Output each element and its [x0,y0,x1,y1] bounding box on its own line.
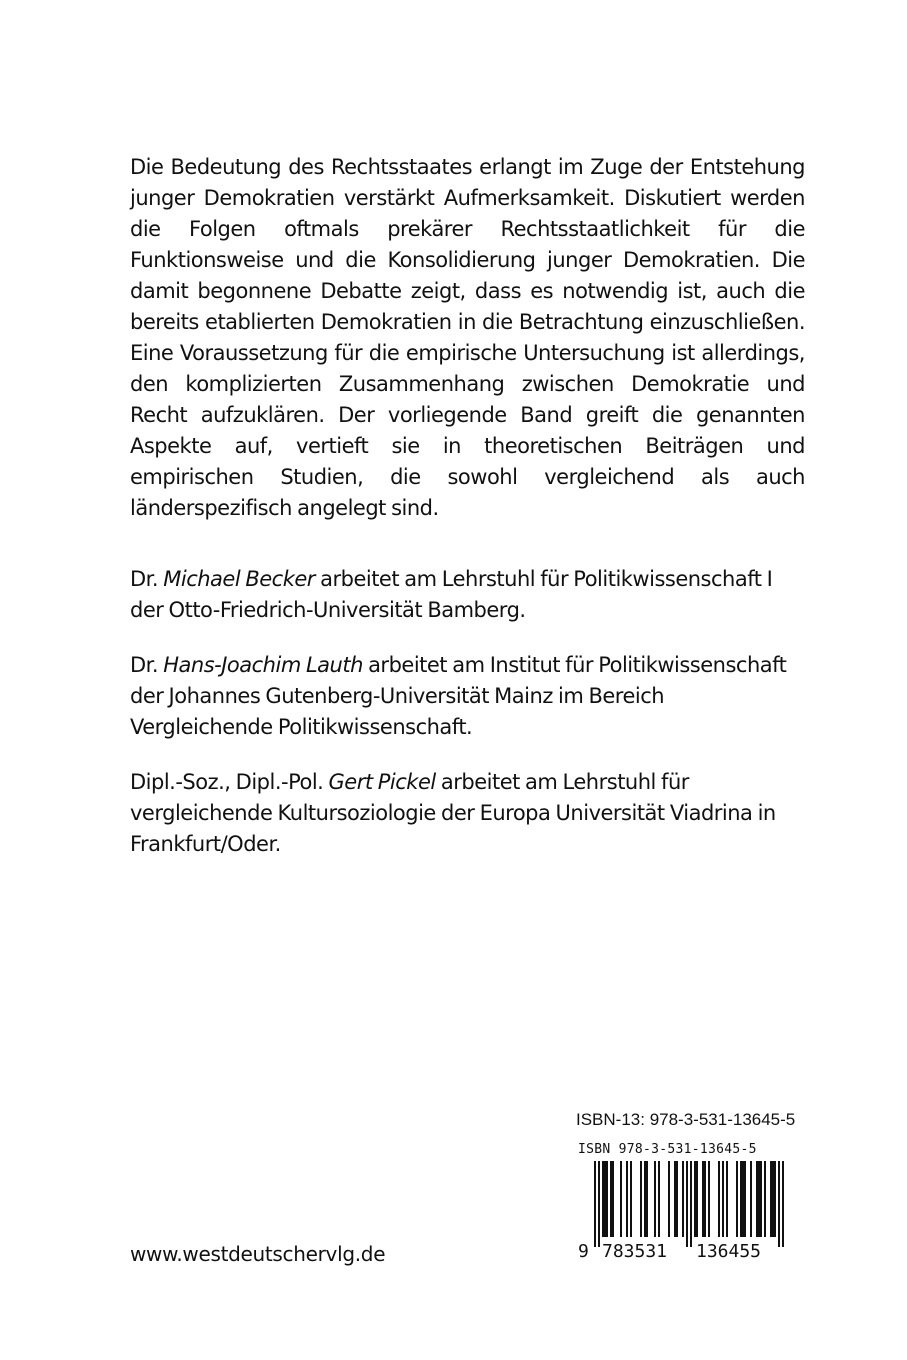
barcode-bar [756,1161,758,1237]
barcode-bar [764,1161,766,1237]
barcode-bar [682,1161,684,1237]
author-bio-pickel [130,767,805,860]
barcode-bar [658,1161,660,1237]
barcode-bar [668,1161,670,1237]
barcode-bar [758,1161,760,1237]
barcode-bar [620,1161,622,1237]
isbn-13-label: ISBN-13: 978-3-531-13645-5 [576,1110,796,1129]
author-title: Dipl.-Soz., Dipl.-Pol. [130,770,329,794]
barcode-bar [606,1161,608,1237]
barcode-bar [690,1161,692,1247]
barcode-bar [736,1161,738,1237]
barcode-bar [708,1161,710,1237]
barcode-bar [778,1161,780,1247]
publisher-url: www.westdeutschervlg.de [130,1242,386,1266]
barcode-bar [770,1161,772,1237]
author-name: Michael Becker [163,567,315,591]
barcode-digits-right: 136455 [696,1241,762,1262]
barcode-bar [726,1161,728,1237]
barcode-bar [774,1161,776,1237]
barcode-digit-first: 9 [578,1241,589,1262]
author-name: Gert Pickel [328,770,436,794]
author-affiliation: arbeitet am Institut für Politikwissenschaft der Johannes Gutenberg-Universität Mainz im Bereich Vergleichende Politikwissenschaft. [130,653,787,739]
barcode-bar [626,1161,628,1237]
barcode-bar [594,1161,596,1247]
barcode-bar [782,1161,784,1247]
barcode-bar [612,1161,614,1237]
barcode-bar [602,1161,604,1237]
barcode-bar [654,1161,656,1237]
author-bio-lauth [130,650,805,743]
barcode-bar [704,1161,706,1237]
barcode-bar [696,1161,698,1237]
author-bio-becker [130,564,805,626]
isbn-barcode [572,1142,812,1272]
barcode-bar [760,1161,762,1237]
book-description: Die Bedeutung des Rechtsstaates erlangt im Zuge der Entstehung junger Demokratien verstärkt Aufmerksamkeit. Diskutiert werden die Folgen oftmals prekärer Rechtsstaatlichkeit für die Funktionsweise und die Konsolidierung junger Demokratien. Die damit begonnene Debatte zeigt, dass es notwendig ist, auch die bereits etablierten Demokratien in die Betrachtung einzuschließen. Eine Voraussetzung für die empirische Untersuchung ist allerdings, den komplizierten Zusammenhang zwischen Demokratie und Recht aufzuklären. Der vorliegende Band greift die genannten Aspekte auf, vertieft sie in theoretischen Beiträgen und empirischen Studien, die sowohl vergleichend als auch länderspezifisch angelegt sind. [130,155,805,520]
barcode-bar [598,1161,600,1247]
barcode-bar [702,1161,704,1237]
barcode-bars [572,1159,812,1269]
author-affiliation: arbeitet am Lehrstuhl für vergleichende Kultursoziologie der Europa Universität Viadrina in Frankfurt/Oder. [130,770,776,856]
barcode-bar [740,1161,742,1237]
barcode-bar [674,1161,676,1237]
barcode-bar [644,1161,646,1237]
barcode-bar [694,1161,696,1237]
barcode-bar [604,1161,606,1237]
barcode-bar [744,1161,746,1237]
author-affiliation: arbeitet am Lehrstuhl für Politikwissenschaft I der Otto-Friedrich-Universität Bamberg. [130,567,773,622]
author-name: Hans-Joachim Lauth [163,653,363,677]
barcode-bar [718,1161,720,1237]
barcode-bar [630,1161,632,1237]
barcode-digits-left: 783531 [602,1241,668,1262]
barcode-bar [640,1161,642,1237]
back-cover-text [130,152,805,884]
barcode-bar [646,1161,648,1237]
barcode-bar [686,1161,688,1247]
barcode-bar [610,1161,612,1237]
barcode-bar [676,1161,678,1237]
barcode-bar [742,1161,744,1237]
author-title: Dr. [130,567,164,591]
barcode-bar [772,1161,774,1237]
barcode-isbn-text: ISBN 978-3-531-13645-5 [578,1142,757,1157]
author-title: Dr. [130,653,164,677]
barcode-bar [722,1161,724,1237]
barcode-bar [750,1161,752,1237]
